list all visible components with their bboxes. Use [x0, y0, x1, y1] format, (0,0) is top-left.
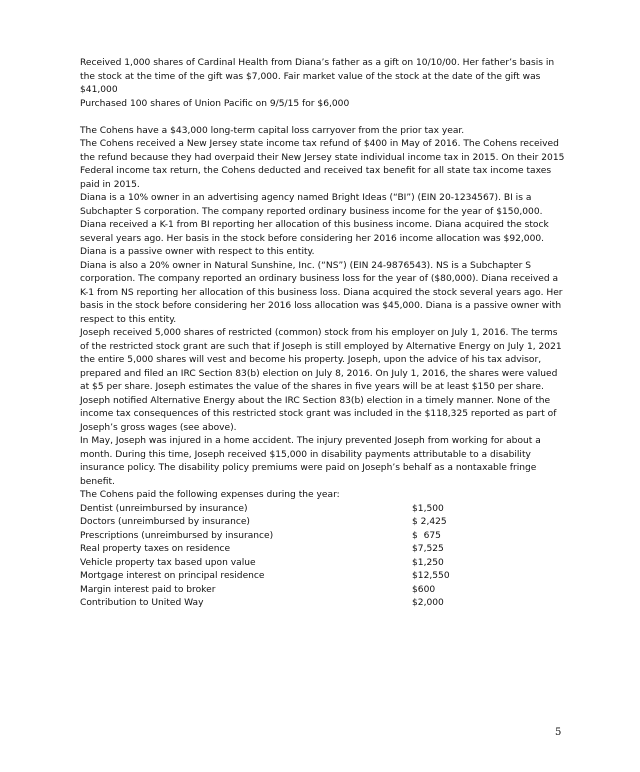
- expense-label: Vehicle property tax based upon value: [80, 557, 256, 568]
- expense-amount: $600: [412, 584, 436, 595]
- expense-amount: $2,000: [412, 598, 444, 608]
- expense-row: [80, 557, 565, 571]
- expense-label: Mortgage interest on principal residence: [80, 571, 265, 581]
- stock-holdings-block: [80, 57, 565, 111]
- expense-row: [80, 503, 565, 517]
- restricted-stock-paragraph: Joseph received 5,000 shares of restricted (common) stock from his employer on July 1, 2016. The terms of the restricted stock grant are such that if Joseph is still employed by Alternative Energy on July 1, 2021 the entire 5,000 shares will vest and become his property. Joseph, upon the advice of his tax advisor, prepared and filed an IRC Section 83(b) election on July 8, 2016. On July 1, 2016, the shares were valued at $5 per share. Joseph estimates the value of the shares in five years will be at least $150 per share. Joseph notified Alternative Energy about the IRC Section 83(b) election in a timely manner. None of the income tax consequences of this restricted stock grant was included in the $118,325 reported as part of Joseph’s gross wages (see above).: [80, 328, 562, 433]
- page-number: 5: [555, 727, 562, 738]
- expense-amount: $1,500: [412, 503, 444, 514]
- expense-label: Real property taxes on residence: [80, 544, 231, 554]
- expense-label: Prescriptions (unreimbursed by insurance): [80, 530, 274, 541]
- bright-ideas-paragraph: Diana is a 10% owner in an advertising agency named Bright Ideas (“BI”) (EIN 20-1234567). BI is a Subchapter S corporation. The company reported ordinary business income for the year of $150,000. Diana received a K-1 from BI reporting her allocation of this business income. Diana acquired the stock several years ago. Her basis in the stock before considering her 2016 income allocation was $92,000. Diana is a passive owner with respect to this entity.: [80, 193, 549, 257]
- expense-amount: $1,250: [412, 557, 444, 568]
- expense-row: [80, 516, 565, 530]
- expense-amount: $7,525: [412, 544, 444, 554]
- expenses-intro-paragraph: The Cohens paid the following expenses during the year:: [80, 490, 340, 500]
- expense-amount: $ 675: [412, 530, 441, 541]
- union-pacific-purchase-text: Purchased 100 shares of Union Pacific on 9/5/15 for $6,000: [80, 98, 350, 109]
- expense-label: Contribution to United Way: [80, 598, 204, 608]
- expenses-list: [80, 503, 565, 611]
- natural-sunshine-paragraph: Diana is also a 20% owner in Natural Sunshine, Inc. (“NS”) (EIN 24-9876543). NS is a Subchapter S corporation. The company reported an ordinary business loss for the year of ($80,000). Diana received a K-1 from NS reporting her allocation of this business loss. Diana acquired the stock several years ago. Her basis in the stock before considering her 2016 loss allocation was $45,000. Diana is a passive owner with respect to this entity.: [80, 260, 563, 325]
- expense-label: Margin interest paid to broker: [80, 584, 216, 595]
- cardinal-health-gift-text: Received 1,000 shares of Cardinal Health from Diana’s father as a gift on 10/10/00. Her father’s basis in the stock at the time of the gift was $7,000. Fair market value of the stock at the date of the gift was $41,000: [80, 58, 555, 95]
- expense-amount: $12,550: [412, 571, 450, 581]
- expense-amount: $ 2,425: [412, 517, 447, 527]
- state-tax-refund-paragraph: The Cohens received a New Jersey state income tax refund of $400 in May of 2016. The Cohens received the refund because they had overpaid their New Jersey state individual income tax in 2015. On their 2015 Federal income tax return, the Cohens deducted and received tax benefit for all state tax income taxes paid in 2015.: [80, 139, 565, 190]
- expense-label: Doctors (unreimbursed by insurance): [80, 517, 250, 527]
- expense-row: [80, 584, 565, 598]
- capital-loss-carryover-paragraph: The Cohens have a $43,000 long-term capital loss carryover from the prior tax year.: [80, 125, 465, 136]
- expense-row: [80, 543, 565, 557]
- page-content: [80, 57, 565, 611]
- expense-row: [80, 570, 565, 584]
- expense-label: Dentist (unreimbursed by insurance): [80, 503, 248, 514]
- expense-row: [80, 530, 565, 544]
- expense-row: [80, 597, 565, 611]
- disability-payments-paragraph: In May, Joseph was injured in a home accident. The injury prevented Joseph from working for about a month. During this time, Joseph received $15,000 in disability payments attributable to a disability insurance policy. The disability policy premiums were paid on Joseph’s behalf as a nontaxable fringe benefit.: [80, 436, 541, 487]
